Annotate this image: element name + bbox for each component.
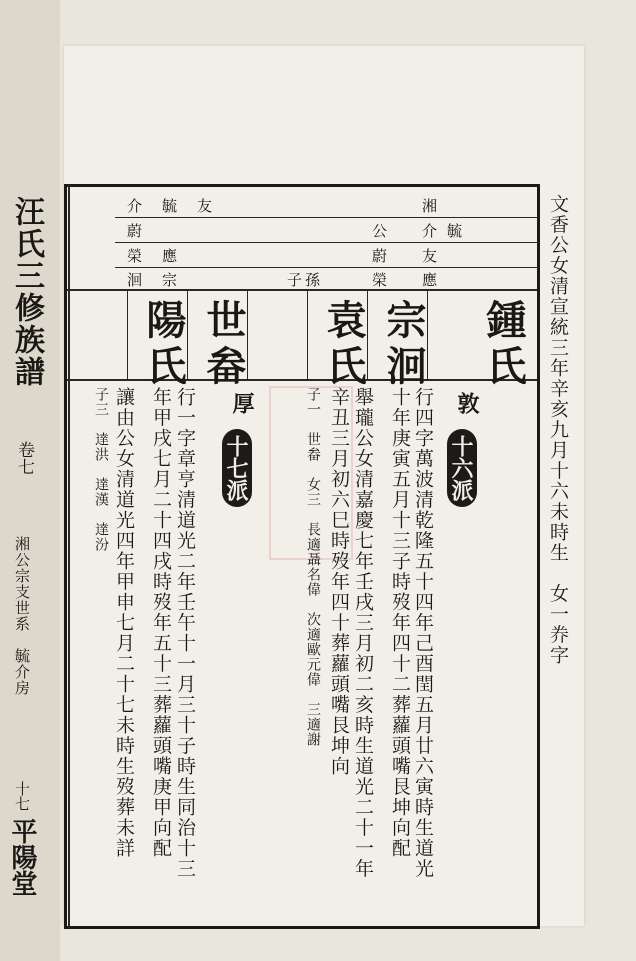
- chart-rule-3: [115, 267, 537, 268]
- chart-node-jie-b: 介: [127, 197, 143, 215]
- book-title: 汪氏三修族譜: [9, 196, 44, 388]
- branch-label: 湘公宗支世系 毓介房: [13, 536, 31, 696]
- chart-node-zong: 宗: [162, 271, 178, 289]
- page-number: 十七: [13, 781, 31, 811]
- page-frame: [64, 184, 540, 929]
- entry-zongdong-line-1: 行四字萬波清乾隆五十四年己酉閏五月廿六寅時生道光: [412, 387, 434, 879]
- chart-node-ying-b: 應: [422, 271, 438, 289]
- spine-rule: [68, 184, 70, 929]
- entry-yuan-line-2: 辛丑三月初六巳時歿年四十葬蘿頭嘴艮坤向: [328, 387, 350, 777]
- chart-node-xiang: 湘: [422, 197, 438, 215]
- genealogy-page: [7, 46, 584, 926]
- chart-node-jie-a: 介: [422, 222, 438, 240]
- chart-node-yu-a: 毓: [162, 197, 178, 215]
- chart-node-gong: 公: [372, 222, 388, 240]
- chart-node-you-b: 友: [422, 247, 438, 265]
- name-yuan-shi: 袁氏: [320, 299, 367, 391]
- chart-node-rong-b: 榮: [372, 271, 388, 289]
- chart-node-you-a: 友: [197, 197, 213, 215]
- dun-character: 敦: [454, 392, 480, 414]
- chart-node-yu-b: 毓: [447, 222, 463, 240]
- entry-zongdong-line-2: 十年庚寅五月十三子時歿年四十二葬蘿頭嘴艮坤向配: [389, 387, 411, 859]
- name-zhong-shi: 鍾氏: [480, 299, 527, 391]
- volume-label: 卷七: [14, 441, 34, 475]
- entry-yang-line-1: 讓由公女清道光四年甲申七月二十七未時生歿葬未詳: [113, 387, 135, 859]
- chart-node-sun: 孫: [305, 271, 321, 289]
- chart-node-wei-b: 蔚: [372, 247, 388, 265]
- right-margin-entry: 文香公女清宣統三年辛亥九月十六未時生 女一奍字: [547, 194, 569, 666]
- chart-node-ying-a: 應: [162, 247, 178, 265]
- chart-node-rong-a: 榮: [127, 247, 143, 265]
- chart-rule-1: [115, 217, 537, 218]
- name-shi-qi: 世畚: [200, 299, 247, 391]
- background-strip: [0, 0, 60, 961]
- entry-yuan-line-1: 舉瓏公女清嘉慶七年壬戌三月初二亥時生道光二十一年: [352, 387, 374, 879]
- entry-yuan-children: 子一 世畚 女三 長適聶名偉 次適歐元偉 三適謝: [305, 387, 321, 747]
- chart-node-wei-a: 蔚: [127, 222, 143, 240]
- name-divider-3: [307, 291, 308, 379]
- chart-node-zi: 子: [287, 271, 303, 289]
- entry-yang-children: 子三 達洪 達漢 達汾: [93, 387, 109, 552]
- name-zong-dong: 宗洄: [380, 299, 427, 391]
- name-divider-6: [127, 291, 128, 379]
- hall-name: 平陽堂: [7, 818, 37, 896]
- hou-character: 厚: [229, 392, 255, 414]
- entry-shiqi-line-2: 年甲戌七月二十四戌時歿年五十三葬蘿頭嘴庚甲向配: [150, 387, 172, 859]
- entry-shiqi-line-1: 行一字章亨清道光二年壬午十一月三十子時生同治十三: [174, 387, 196, 879]
- chart-node-dong: 洄: [127, 271, 143, 289]
- generation-badge-16: 十六派: [447, 429, 477, 507]
- name-yang-shi: 陽氏: [140, 299, 187, 391]
- generation-badge-17: 十七派: [222, 429, 252, 507]
- chart-rule-2: [115, 242, 537, 243]
